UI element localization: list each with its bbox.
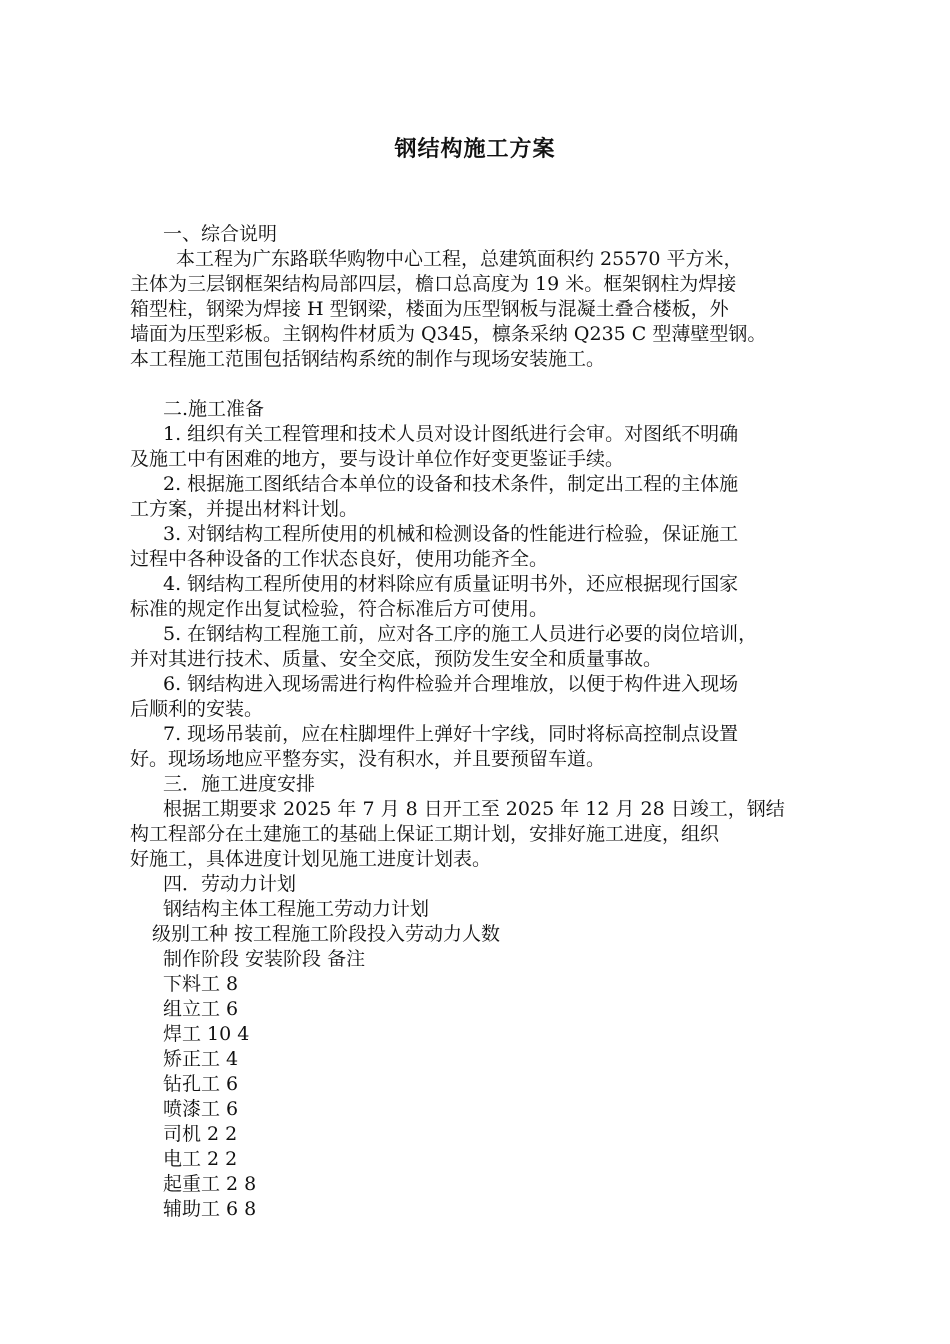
list-item: 6. 钢结构进入现场需进行构件检验并合理堆放，以便于构件进入现场 (163, 673, 739, 695)
section-heading: 四．劳动力计划 (163, 873, 297, 895)
paragraph-line: 本工程为广东路联华购物中心工程，总建筑面积约 25570 平方米， (176, 248, 743, 270)
table-row: 钻孔工 6 (163, 1073, 239, 1095)
section-heading: 一、综合说明 (163, 223, 278, 245)
table-header-row: 级别工种 按工程施工阶段投入劳动力人数 (152, 923, 501, 945)
list-item: 7. 现场吊装前，应在柱脚埋件上弹好十字线，同时将标高控制点设置 (163, 723, 739, 745)
document-title: 钢结构施工方案 (394, 137, 556, 162)
paragraph-line: 主体为三层钢框架结构局部四层，檐口总高度为 19 米。框架钢柱为焊接 (130, 273, 737, 295)
blank-line (130, 372, 856, 397)
table-row: 起重工 2 8 (163, 1173, 257, 1195)
list-item-continuation: 并对其进行技术、质量、安全交底，预防发生安全和质量事故。 (130, 648, 663, 670)
section-heading: 三．施工进度安排 (163, 773, 316, 795)
table-header-row: 制作阶段 安装阶段 备注 (163, 948, 366, 970)
list-item-continuation: 标准的规定作出复试检验，符合标准后方可使用。 (130, 598, 549, 620)
list-item-continuation: 工方案，并提出材料计划。 (130, 498, 359, 520)
table-row: 喷漆工 6 (163, 1098, 239, 1120)
paragraph-line: 好施工，具体进度计划见施工进度计划表。 (130, 848, 492, 870)
list-item: 2. 根据施工图纸结合本单位的设备和技术条件，制定出工程的主体施 (163, 473, 739, 495)
paragraph-line: 箱型柱，钢梁为焊接 H 型钢梁，楼面为压型钢板与混凝土叠合楼板，外 (130, 298, 729, 320)
list-item-continuation: 及施工中有困难的地方，要与设计单位作好变更鉴证手续。 (130, 448, 625, 470)
paragraph-line: 本工程施工范围包括钢结构系统的制作与现场安装施工。 (130, 348, 606, 370)
paragraph-line: 墙面为压型彩板。主钢构件材质为 Q345，檩条采纳 Q235 C 型薄壁型钢。 (130, 323, 767, 345)
table-row: 焊工 10 4 (163, 1023, 250, 1045)
list-item: 4. 钢结构工程所使用的材料除应有质量证明书外，还应根据现行国家 (163, 573, 739, 595)
paragraph-line: 构工程部分在土建施工的基础上保证工期计划，安排好施工进度，组织 (130, 823, 720, 845)
list-item-continuation: 过程中各种设备的工作状态良好，使用功能齐全。 (130, 548, 549, 570)
table-row: 司机 2 2 (163, 1123, 238, 1145)
list-item-continuation: 后顺利的安装。 (130, 698, 264, 720)
document-body (130, 222, 856, 1222)
table-row: 矫正工 4 (163, 1048, 239, 1070)
section-heading: 二.施工准备 (163, 398, 265, 420)
table-row: 辅助工 6 8 (163, 1198, 257, 1220)
table-title: 钢结构主体工程施工劳动力计划 (163, 898, 430, 920)
paragraph-line: 根据工期要求 2025 年 7 月 8 日开工至 2025 年 12 月 28 日竣工，钢结 (163, 798, 785, 820)
table-row: 电工 2 2 (163, 1148, 238, 1170)
table-row: 组立工 6 (163, 998, 239, 1020)
list-item: 1. 组织有关工程管理和技术人员对设计图纸进行会审。对图纸不明确 (163, 423, 739, 445)
list-item: 5. 在钢结构工程施工前，应对各工序的施工人员进行必要的岗位培训， (163, 623, 758, 645)
table-row: 下料工 8 (163, 973, 239, 995)
list-item: 3. 对钢结构工程所使用的机械和检测设备的性能进行检验，保证施工 (163, 523, 739, 545)
list-item-continuation: 好。现场场地应平整夯实，没有积水，并且要预留车道。 (130, 748, 606, 770)
